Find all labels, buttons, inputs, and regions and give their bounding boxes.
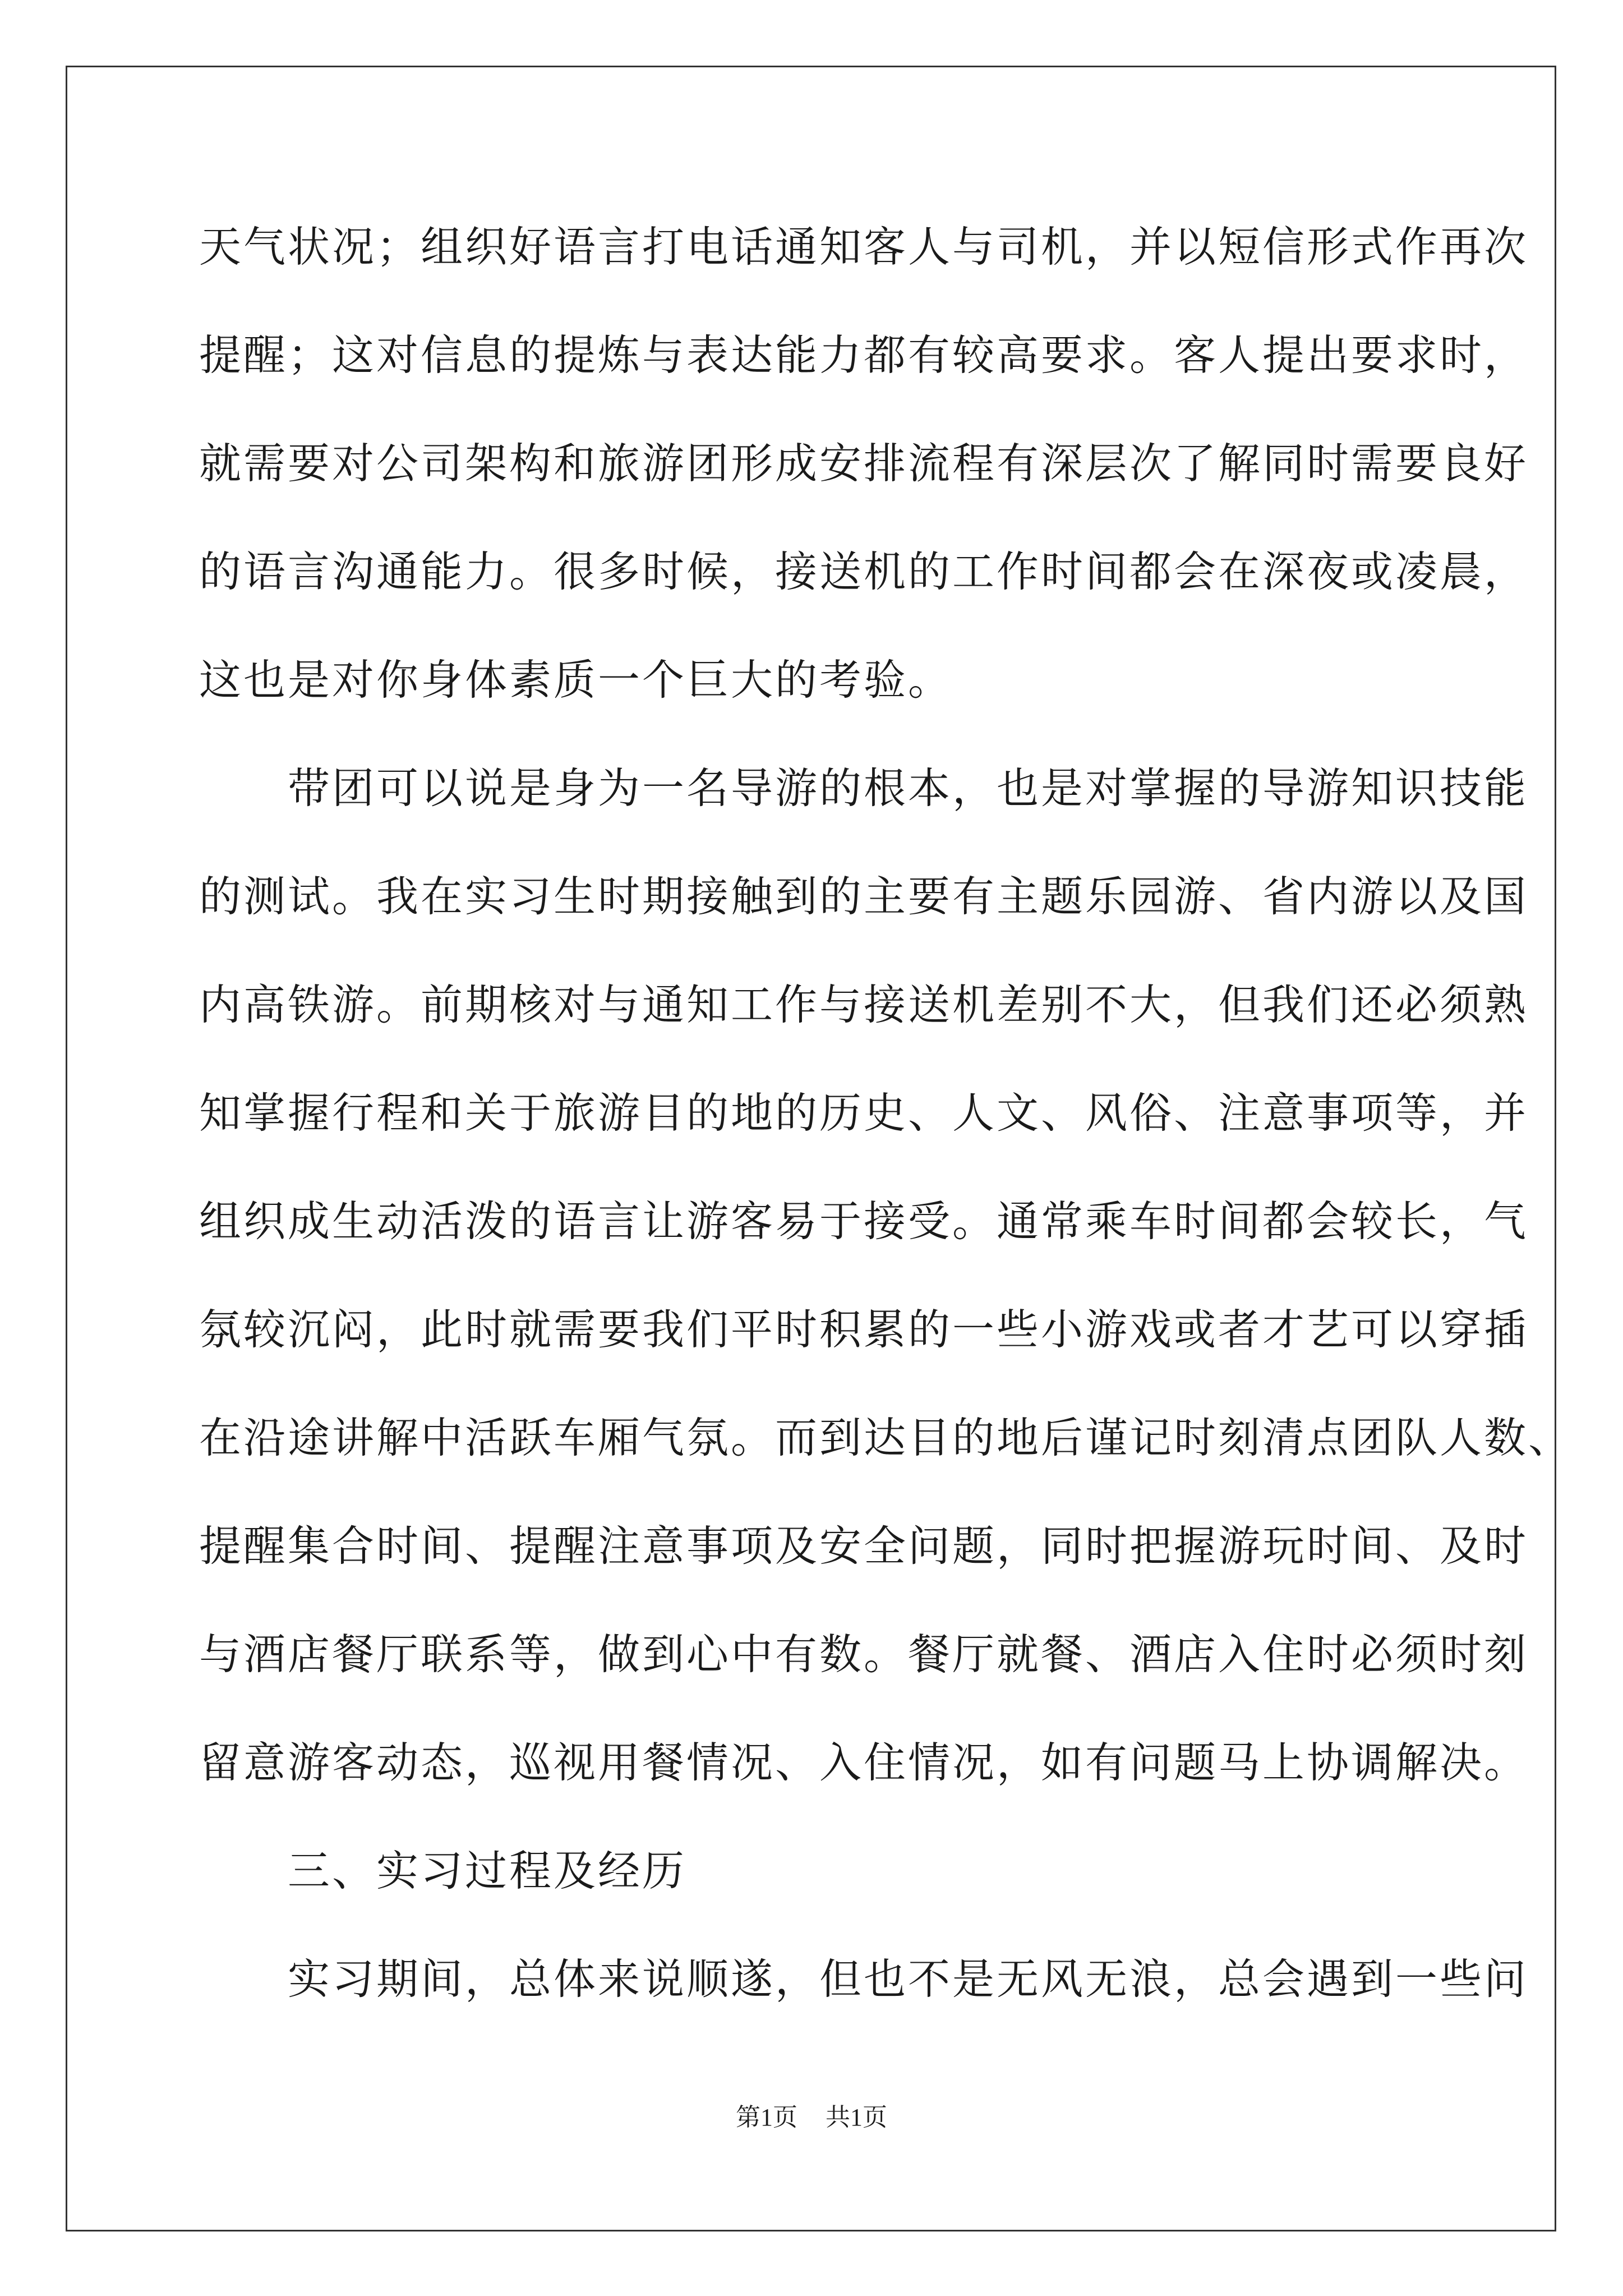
- text-line: 内高铁游。前期核对与通知工作与接送机差别不大，但我们还必须熟: [199, 980, 1529, 1029]
- text-line: 就需要对公司架构和旅游团形成安排流程有深层次了解同时需要良好: [199, 439, 1529, 488]
- section-heading: 三、实习过程及经历: [199, 1846, 687, 1895]
- text-line: 这也是对你身体素质一个巨大的考验。: [199, 655, 953, 705]
- page-number: 第1页: [736, 2104, 797, 2131]
- text-line: 提醒；这对信息的提炼与表达能力都有较高要求。客人提出要求时，: [199, 330, 1529, 380]
- page-footer: [0, 2101, 1623, 2134]
- text-line: 氛较沉闷，此时就需要我们平时积累的一些小游戏或者才艺可以穿插: [199, 1305, 1529, 1354]
- text-line: 与酒店餐厅联系等，做到心中有数。餐厅就餐、酒店入住时必须时刻: [199, 1630, 1529, 1679]
- text-line: 知掌握行程和关于旅游目的地的历史、人文、风俗、注意事项等，并: [199, 1088, 1529, 1138]
- text-line: 在沿途讲解中活跃车厢气氛。而到达目的地后谨记时刻清点团队人数、: [199, 1413, 1573, 1462]
- text-line: 的测试。我在实习生时期接触到的主要有主题乐园游、省内游以及国: [199, 872, 1529, 921]
- text-line: 天气状况；组织好语言打电话通知客人与司机，并以短信形式作再次: [199, 222, 1529, 272]
- text-line: 实习期间，总体来说顺遂，但也不是无风无浪，总会遇到一些问: [199, 1954, 1529, 2004]
- text-line: 留意游客动态，巡视用餐情况、入住情况，如有问题马上协调解决。: [199, 1738, 1529, 1787]
- text-line: 带团可以说是身为一名导游的根本，也是对掌握的导游知识技能: [199, 763, 1529, 813]
- text-line: 组织成生动活泼的语言让游客易于接受。通常乘车时间都会较长，气: [199, 1197, 1529, 1246]
- text-line: 的语言沟通能力。很多时候，接送机的工作时间都会在深夜或凌晨，: [199, 547, 1529, 596]
- text-line: 提醒集合时间、提醒注意事项及安全问题，同时把握游玩时间、及时: [199, 1521, 1529, 1571]
- page-total: 共1页: [826, 2104, 887, 2131]
- page-border: [66, 66, 1556, 2231]
